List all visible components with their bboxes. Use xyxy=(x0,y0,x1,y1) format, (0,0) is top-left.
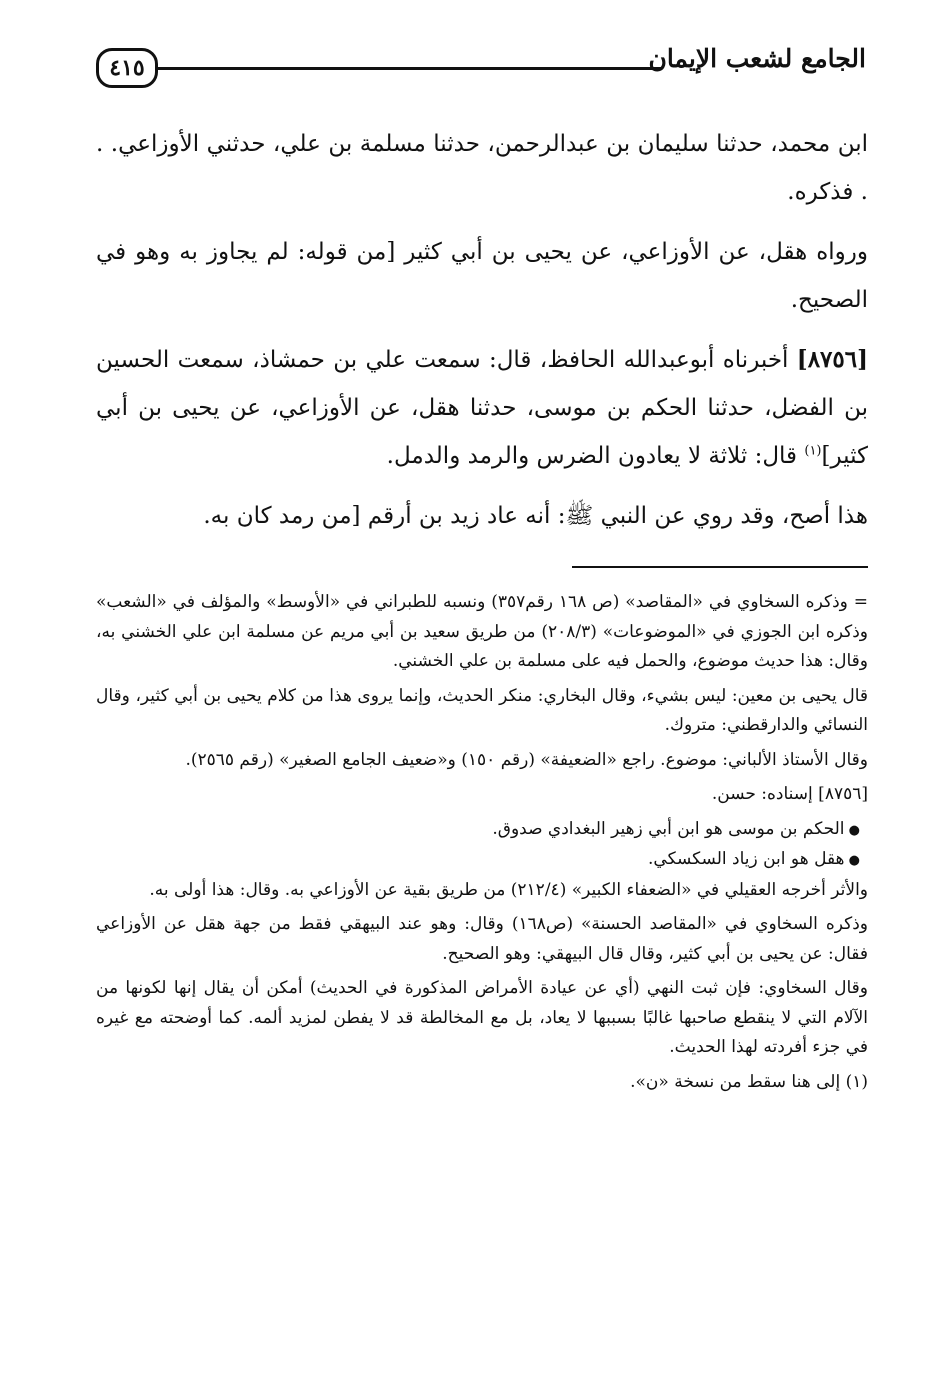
paragraph-2: ورواه هقل، عن الأوزاعي، عن يحيى بن أبي كثير [من قوله: لم يجاوز به وهو في الصحيح. xyxy=(96,239,868,313)
footnote-separator xyxy=(572,566,868,568)
footnote-bullet-2: ● هقل هو ابن زياد السكسكي. xyxy=(96,845,868,876)
footnote-8: وذكره السخاوي في «المقاصد الحسنة» (ص١٦٨) وقال: وهو عند البيهقي فقط من جهة هقل عن الأوزاعي فقال: عن يحيى بن أبي كثير، وقال قال البيهقي: وهو الصحيح. xyxy=(96,914,869,964)
page-number: ٤١٥ xyxy=(96,48,158,88)
footnote-4: [٨٧٥٦] إسناده: حسن. xyxy=(711,784,868,804)
header-rule xyxy=(158,67,661,70)
footnote-mark: (١) xyxy=(804,443,822,459)
footnote-2: قال يحيى بن معين: ليس بشيء، وقال البخاري: منكر الحديث، وإنما يروى هذا من كلام يحيى بن أبي كثير، وقال النسائي والدارقطني: متروك. xyxy=(96,685,868,735)
footnote-bullet-1: ● الحكم بن موسى هو ابن أبي زهير البغدادي صدوق. xyxy=(96,815,868,846)
paragraph-3-text: أخبرناه أبوعبدالله الحافظ، قال: سمعت علي بن حمشاذ، سمعت الحسين بن الفضل، حدثنا الحكم بن موسى، حدثنا هقل، عن الأوزاعي، عن يحيى بن أبي كثير] xyxy=(96,347,868,469)
footnotes xyxy=(96,588,868,1102)
footnote-10: (١) إلى هنا سقط من نسخة «ن». xyxy=(630,1071,868,1092)
hadith-number: [٨٧٥٦] xyxy=(796,346,868,373)
paragraph-3 xyxy=(96,336,868,480)
paragraph-3-end: قال: ثلاثة لا يعادون الضرس والرمد والدمل. xyxy=(386,443,798,469)
main-text xyxy=(96,120,868,552)
footnote-9: وقال السخاوي: فإن ثبت النهي (أي عن عيادة الأمراض المذكورة في الحديث) أمكن أن يقال إنها لكونها من الآلام التي لا ينقطع صاحبها غالبًا بسببها لا يعاد، بل مع المخالطة قد لا يفطن لمزيد ألمه. كما أوضحته مع غيره في جزء أفردته لهذا الحديث. xyxy=(96,978,868,1057)
book-title: الجامع لشعب الإيمان xyxy=(648,44,866,73)
footnote-1: = وذكره السخاوي في «المقاصد» (ص ١٦٨ رقم٣٥٧) ونسبه للطبراني في «الأوسط» والمؤلف في «الشعب» وذكره ابن الجوزي في «الموضوعات» (٢٠٨/٣) من طريق سعيد بن أبي مريم عن مسلمة ابن علي الخشني به، وقال: هذا حديث موضوع، والحمل فيه على مسلمة بن علي الخشني. xyxy=(96,592,868,671)
footnote-3: وقال الأستاذ الألباني: موضوع. راجع «الضعيفة» (رقم ١٥٠) و«ضعيف الجامع الصغير» (رقم ٢٥٦٥). xyxy=(185,749,868,770)
footnote-7: والأثر أخرجه العقيلي في «الضعفاء الكبير» (٢١٢/٤) من طريق بقية عن الأوزاعي به. وقال: هذا أولى به. xyxy=(149,879,868,900)
paragraph-1: ابن محمد، حدثنا سليمان بن عبدالرحمن، حدثنا مسلمة بن علي، حدثني الأوزاعي. . . فذكره. xyxy=(96,131,868,205)
page-header xyxy=(96,40,866,100)
paragraph-4: هذا أصح، وقد روي عن النبي ﷺ: أنه عاد زيد بن أرقم [من رمد كان به. xyxy=(203,503,868,529)
